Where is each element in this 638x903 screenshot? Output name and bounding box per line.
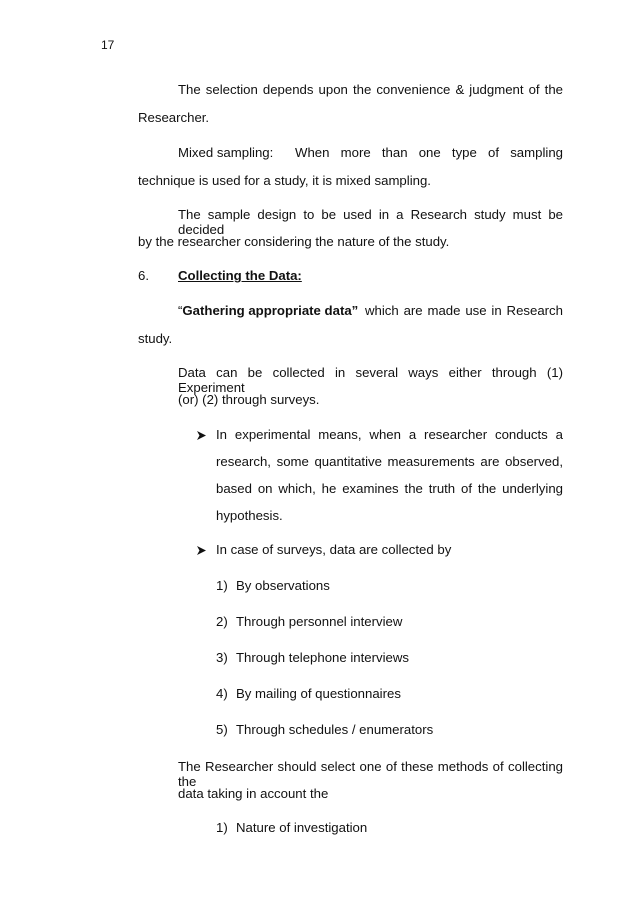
arrow-bullet-icon (196, 430, 207, 441)
gathering-bold-text: Gathering appropriate data” (182, 303, 359, 318)
consideration-number: 1) (216, 820, 228, 835)
bullet-2-line-1: In case of surveys, data are collected by (216, 542, 452, 557)
mixed-sampling-line-2: technique is used for a study, it is mixed sampling. (138, 173, 431, 188)
open-quote: “ (178, 303, 183, 318)
ways-line-2: (or) (2) through surveys. (178, 392, 320, 407)
survey-method-text: Through telephone interviews (236, 650, 410, 665)
bullet-1-line-1: In experimental means, when a researcher conducts a (216, 427, 563, 442)
survey-method-text: By mailing of questionnaires (236, 686, 401, 701)
gathering-rest: which are made use in Research (365, 303, 563, 318)
select-line-1: The Researcher should select one of these methods of collecting the (178, 759, 563, 789)
survey-method-text: Through personnel interview (236, 614, 403, 629)
sample-design-line-2: by the researcher considering the nature of the study. (138, 234, 450, 249)
consideration-text: Nature of investigation (236, 820, 368, 835)
mixed-sampling-label: Mixed sampling: (178, 145, 274, 160)
bullet-1-line-3: based on which, he examines the truth of the underlying (216, 481, 563, 496)
page-number: 17 (101, 38, 115, 52)
survey-method-number: 5) (216, 722, 228, 737)
gathering-line-2: study. (138, 331, 173, 346)
survey-method-text: By observations (236, 578, 330, 593)
gathering-line-1 (178, 303, 563, 318)
sample-design-line-1: The sample design to be used in a Research study must be decided (178, 207, 563, 237)
selection-paragraph-line-2: Researcher. (138, 110, 210, 125)
arrow-bullet-icon (196, 545, 207, 556)
survey-method-text: Through schedules / enumerators (236, 722, 434, 737)
survey-method-number: 2) (216, 614, 228, 629)
section-number: 6. (138, 268, 149, 283)
select-line-2: data taking in account the (178, 786, 329, 801)
survey-method-number: 4) (216, 686, 228, 701)
survey-method-number: 1) (216, 578, 228, 593)
ways-line-1: Data can be collected in several ways either through (1) Experiment (178, 365, 563, 395)
selection-paragraph-line-1: The selection depends upon the convenience & judgment of the (178, 82, 563, 97)
section-heading: Collecting the Data: (178, 268, 302, 283)
bullet-1-line-4: hypothesis. (216, 508, 283, 523)
gathering-emphasis (178, 303, 358, 318)
mixed-sampling-line-1: When more than one type of sampling (295, 145, 563, 160)
survey-method-number: 3) (216, 650, 228, 665)
bullet-1-line-2: research, some quantitative measurements are observed, (216, 454, 563, 469)
